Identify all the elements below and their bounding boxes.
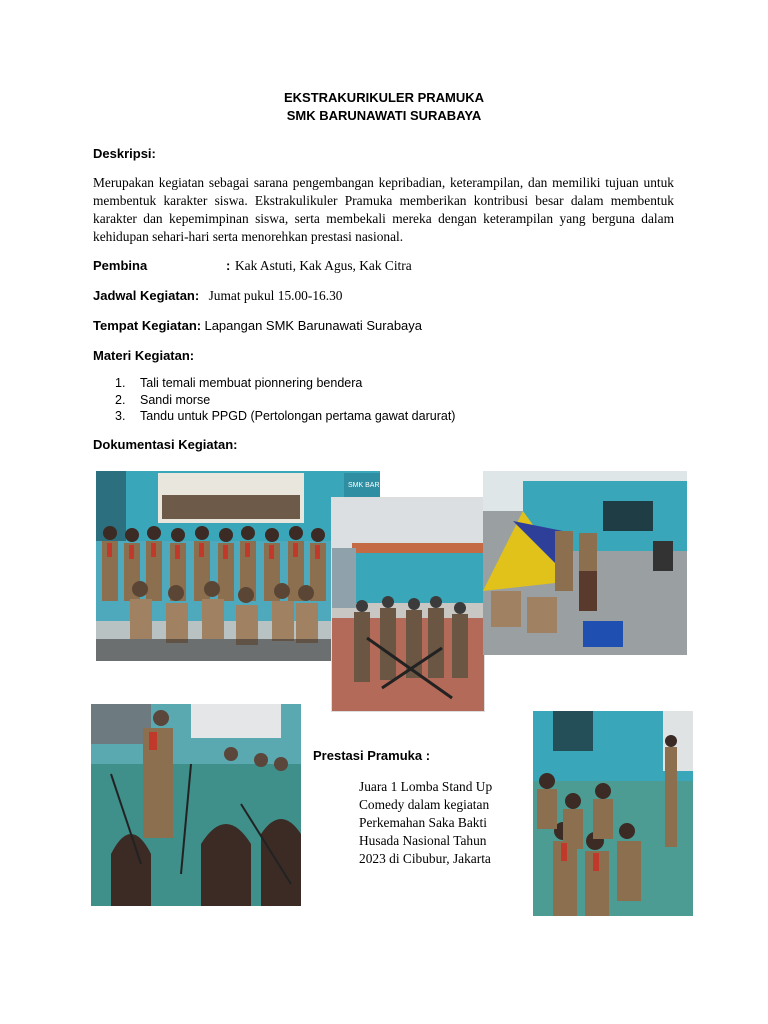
document-title-line1: EKSTRAKURIKULER PRAMUKA <box>283 90 485 105</box>
list-item <box>115 408 455 425</box>
list-text: Sandi morse <box>140 392 211 407</box>
tempat-label: Tempat Kegiatan: <box>93 318 202 333</box>
prestasi-line: Husada Nasional Tahun <box>359 833 487 848</box>
activity-photo-right <box>533 711 693 916</box>
jadwal-value: Jumat pukul 15.00-16.30 <box>208 288 343 303</box>
pembina-colon: : <box>226 258 231 273</box>
list-item <box>115 375 455 392</box>
prestasi-line: Juara 1 Lomba Stand Up <box>359 779 493 794</box>
prestasi-line: 2023 di Cibubur, Jakarta <box>359 851 491 866</box>
list-number: 2. <box>115 392 126 407</box>
tandu-practice-photo <box>331 497 485 712</box>
tempat-row <box>93 318 422 334</box>
materi-list <box>115 375 455 425</box>
pembina-row <box>93 258 412 274</box>
tent-photo <box>483 471 687 655</box>
prestasi-heading: Prestasi Pramuka : <box>313 748 431 763</box>
prestasi-line: Perkemahan Saka Bakti <box>359 815 487 830</box>
jadwal-label: Jadwal Kegiatan: <box>93 288 200 303</box>
deskripsi-text: Merupakan kegiatan sebagai sarana pengembangan kepribadian, keterampilan, dan memiliki tujuan untuk membentuk karakter siswa. Ekstrakulikuler Pramuka memberikan kontribusi besar dalam membentuk karakter dan kepemimpinan siswa, serta membekali mereka dengan keterampilan yang berguna dalam kehidupan sehari-hari serta menorehkan prestasi nasional. <box>93 175 674 244</box>
deskripsi-heading: Deskripsi: <box>93 146 156 161</box>
tempat-value: Lapangan SMK Barunawati Surabaya <box>204 318 423 333</box>
list-text: Tandu untuk PPGD (Pertolongan pertama gawat darurat) <box>140 409 456 423</box>
list-number: 1. <box>115 376 126 390</box>
prestasi-text <box>359 778 519 868</box>
jadwal-row <box>93 288 342 304</box>
document-title-line2: SMK BARUNAWATI SURABAYA <box>286 108 482 123</box>
activity-photo-left <box>91 704 301 906</box>
pembina-label: Pembina <box>93 258 148 273</box>
pembina-value: Kak Astuti, Kak Agus, Kak Citra <box>235 258 412 273</box>
materi-heading: Materi Kegiatan: <box>93 348 195 363</box>
banner-text: SMK BARUN <box>348 482 390 489</box>
list-number: 3. <box>115 409 126 423</box>
list-item <box>115 392 455 409</box>
list-text: Tali temali membuat pionnering bendera <box>140 376 363 390</box>
dokumentasi-heading: Dokumentasi Kegiatan: <box>93 437 238 452</box>
prestasi-line: Comedy dalam kegiatan <box>359 797 490 812</box>
